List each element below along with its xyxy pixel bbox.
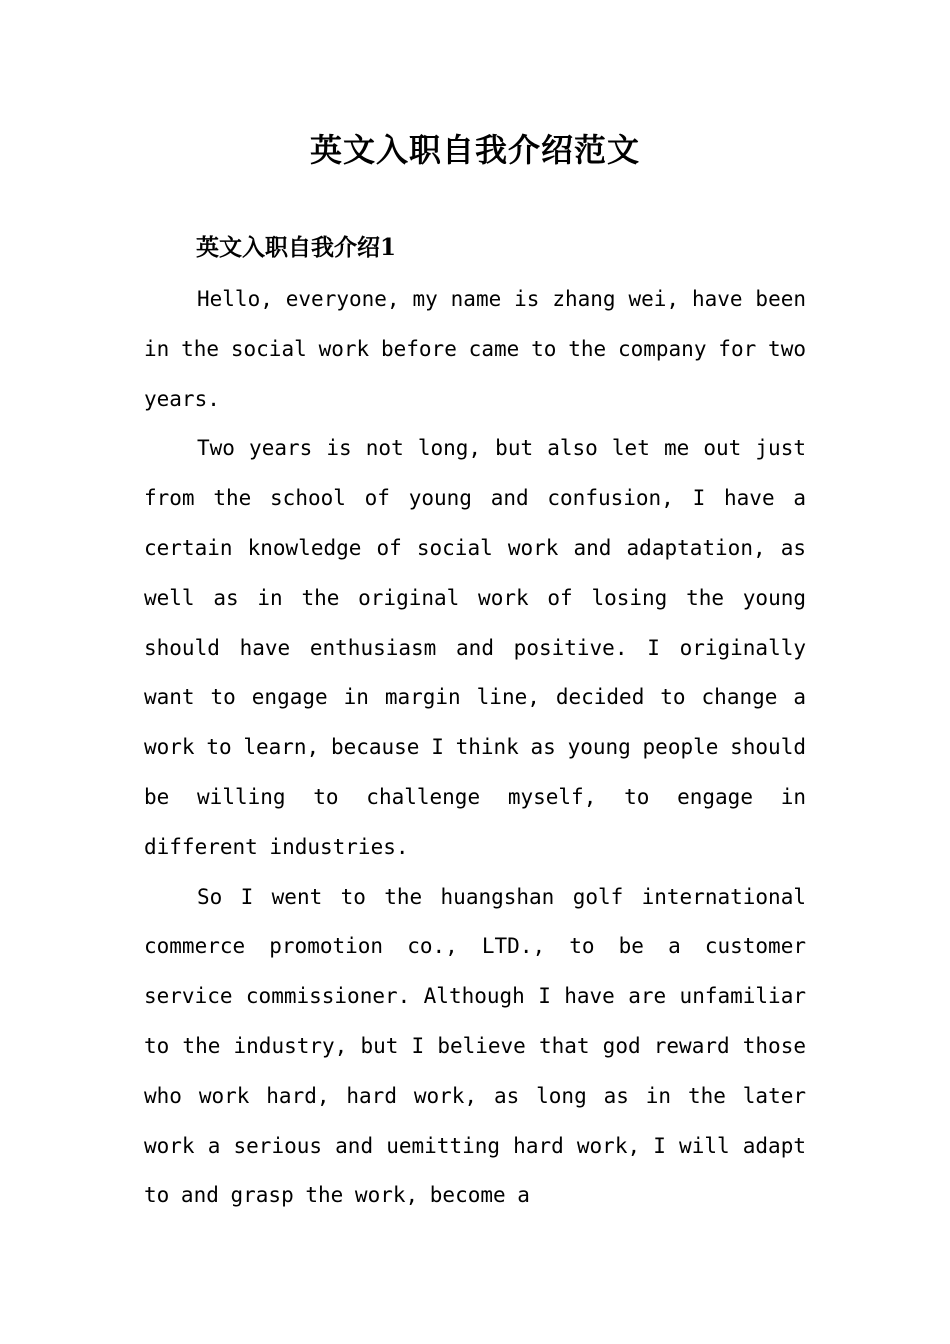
document-title: 英文入职自我介绍范文 xyxy=(309,131,640,169)
document-body xyxy=(144,275,806,1221)
paragraph-intro: Hello, everyone, my name is zhang wei, have been in the social work before came to the company for two years. xyxy=(144,287,806,411)
paragraph-new-job: So I went to the huangshan golf international commerce promotion co., LTD., to be a customer service commissioner. Although I have are unfamiliar to the industry, but I believe that god reward those who work hard, hard work, as long as in the later work a serious and uemitting hard work, I will adapt to and grasp the work, become a xyxy=(144,884,806,1208)
section-heading: 英文入职自我介绍1 xyxy=(196,234,397,261)
paragraph-experience: Two years is not long, but also let me out just from the school of young and confusion, I have a certain knowledge of social work and adaptation, as well as in the original work of losing the young should have enthusiasm and positive. I originally want to engage in margin line, decided to change a work to learn, because I think as young people should be willing to challenge myself, to engage in different industries. xyxy=(144,436,806,859)
